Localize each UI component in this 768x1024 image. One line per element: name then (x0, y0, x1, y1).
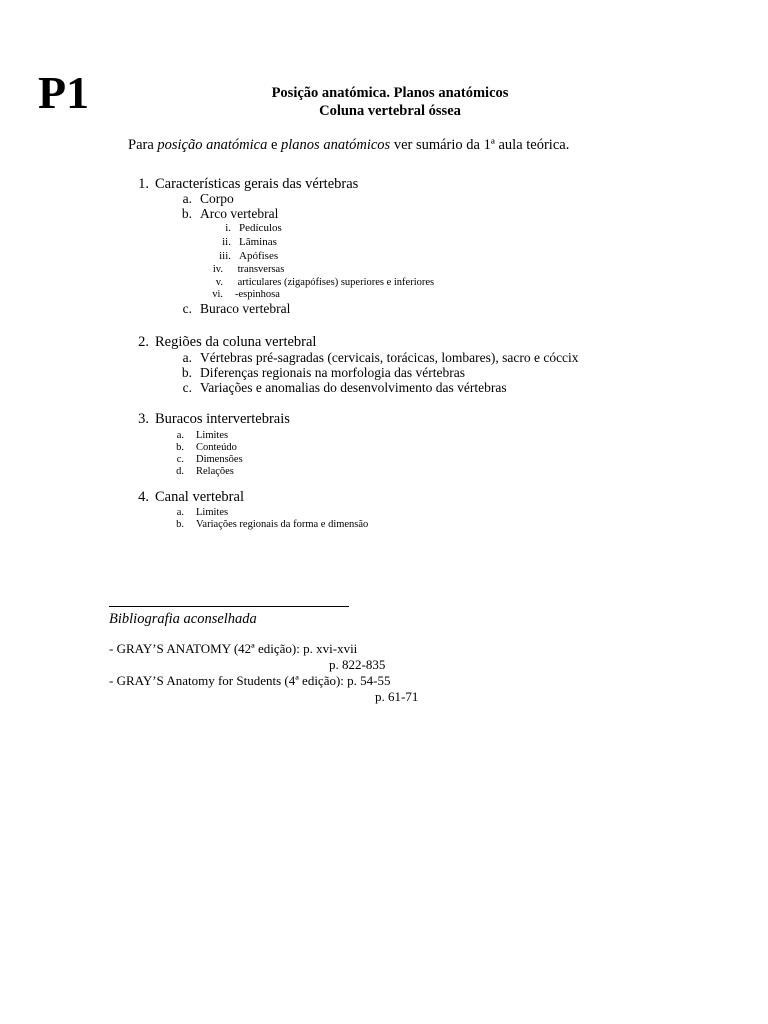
bibliography-heading: Bibliografia aconselhada (109, 611, 257, 627)
item-text: Arco vertebral (200, 206, 279, 221)
bibliography-line: - GRAY’S ANATOMY (42ª edição): p. xvi-xvii (109, 641, 358, 656)
item-text: Diferenças regionais na morfologia das vértebras (200, 365, 466, 380)
list-item (176, 206, 278, 221)
intro-suffix: ver sumário da 1ª aula teórica. (390, 137, 570, 153)
sub-item-text: Pedículos (239, 222, 282, 234)
item-text: Variações regionais da forma e dimensão (196, 519, 369, 530)
section-title: Canal vertebral (155, 489, 244, 505)
item-text: Conteúdo (196, 442, 237, 453)
list-item (176, 191, 234, 206)
page-subtitle: Coluna vertebral óssea (319, 103, 461, 119)
sub-item (211, 289, 280, 301)
intro-paragraph (128, 135, 569, 155)
item-number: c. (182, 301, 192, 316)
section-title: Características gerais das vértebras (155, 176, 359, 192)
list-item (176, 365, 465, 380)
section-number: 1. (138, 176, 149, 192)
item-number: d. (176, 466, 184, 477)
list-item (172, 430, 228, 442)
section-4 (133, 489, 244, 505)
sub-item-number: v. (215, 277, 223, 288)
item-number: a. (176, 507, 184, 518)
list-item (172, 466, 234, 478)
list-item (176, 301, 290, 316)
item-number: b. (181, 365, 192, 380)
item-number: a. (182, 191, 192, 206)
list-item (172, 454, 243, 466)
sub-item-number: iv. (212, 264, 223, 275)
sub-item (211, 277, 434, 289)
item-text: Variações e anomalias do desenvolvimento das vértebras (200, 380, 507, 395)
intro-prefix: Para (128, 137, 158, 153)
page-title: Posição anatómica. Planos anatómicos (271, 85, 509, 101)
item-number: b. (181, 206, 192, 221)
section-title: Regiões da coluna vertebral (155, 334, 317, 350)
section-title: Buracos intervertebrais (155, 411, 290, 427)
intro-emphasis-2: planos anatómicos (281, 137, 391, 153)
item-text: Corpo (200, 191, 234, 206)
sub-item-number: ii. (222, 236, 231, 248)
bibliography-line: - GRAY’S Anatomy for Students (4ª edição): p. 54-55 (109, 673, 391, 688)
item-number: a. (182, 350, 192, 365)
sub-item (205, 236, 277, 249)
page-badge: P1 (38, 67, 90, 118)
section-number: 4. (138, 489, 149, 505)
item-text: Buraco vertebral (200, 301, 291, 316)
section-2 (133, 334, 316, 350)
list-item (172, 442, 237, 454)
bibliography-line: p. 822-835 (329, 657, 386, 672)
item-number: c. (176, 454, 184, 465)
section-1 (133, 176, 358, 192)
divider-line (109, 606, 349, 607)
sub-item-text: -espinhosa (235, 289, 280, 300)
item-text: Limites (196, 507, 229, 518)
list-item (172, 519, 368, 531)
section-number: 3. (138, 411, 149, 427)
item-text: Relações (196, 466, 234, 477)
sub-item-number: iii. (219, 250, 231, 262)
sub-item-number: vi. (212, 289, 223, 300)
list-item (176, 380, 507, 395)
item-number: b. (176, 442, 184, 453)
sub-item (211, 264, 284, 276)
section-number: 2. (138, 334, 149, 350)
item-number: b. (176, 519, 184, 530)
item-text: Limites (196, 430, 229, 441)
sub-item (205, 250, 278, 263)
intro-mid: e (267, 137, 282, 153)
sub-item-text: Lâminas (239, 236, 277, 248)
sub-item-text: Apófises (239, 250, 279, 262)
bibliography-line: p. 61-71 (375, 689, 419, 704)
sub-item-text: transversas (235, 264, 285, 275)
item-number: a. (176, 430, 184, 441)
sub-item-text: articulares (zigapófises) superiores e inferiores (235, 277, 435, 288)
list-item (176, 350, 579, 365)
item-text: Vértebras pré-sagradas (cervicais, torácicas, lombares), sacro e cóccix (200, 350, 579, 365)
sub-item-number: i. (225, 222, 231, 234)
section-3 (133, 411, 290, 427)
sub-item (205, 222, 282, 235)
item-number: c. (182, 380, 192, 395)
list-item (172, 507, 228, 519)
intro-emphasis-1: posição anatómica (157, 137, 268, 153)
item-text: Dimensões (196, 454, 243, 465)
